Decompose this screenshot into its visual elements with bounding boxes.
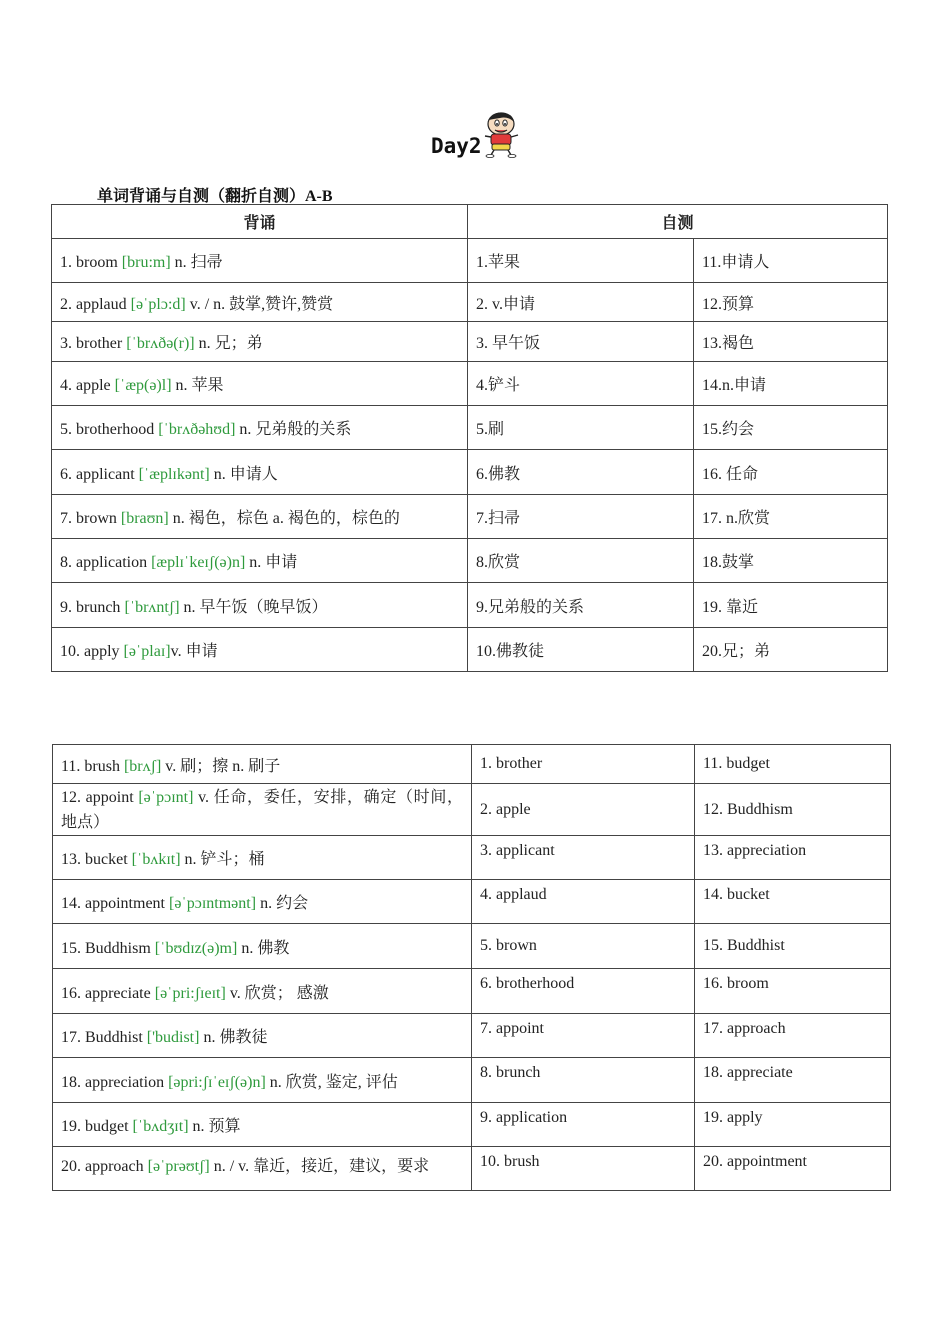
subtitle: 单词背诵与自测（翻折自测）A-B xyxy=(97,188,333,205)
word: 17. Buddhist xyxy=(61,1029,147,1046)
test-cell: 7. appoint xyxy=(472,1014,695,1058)
vocab-cell xyxy=(52,495,468,539)
table-row xyxy=(53,880,891,924)
phonetic: [əˈpɔɪntmənt] xyxy=(168,895,257,912)
word: 8. application xyxy=(60,554,152,571)
phonetic: [ˈbʌkɪt] xyxy=(131,851,181,868)
phonetic: [brʌʃ] xyxy=(123,757,162,775)
test-cell: 17. approach xyxy=(695,1014,891,1058)
meaning: n. 早午饭（晚早饭） xyxy=(179,598,328,616)
test-cell: 19. apply xyxy=(695,1103,891,1147)
meaning: n. 兄弟般的关系 xyxy=(235,421,352,438)
test-cell: 16. broom xyxy=(695,969,891,1014)
phonetic: [əˈplɔ:d] xyxy=(130,295,186,313)
test-cell: 20. appointment xyxy=(695,1147,891,1191)
phonetic: [ˈbʌdʒɪt] xyxy=(132,1118,189,1135)
word: 16. appreciate xyxy=(61,984,155,1002)
table-row xyxy=(53,1058,891,1103)
table-header-row xyxy=(52,205,888,239)
phonetic: [əˈpɔɪnt] xyxy=(138,788,194,806)
test-cell: 4. applaud xyxy=(472,880,695,924)
phonetic: ['budist] xyxy=(146,1029,200,1046)
word: 13. bucket xyxy=(61,851,132,868)
meaning: n. 预算 xyxy=(188,1118,241,1135)
table-row xyxy=(52,362,888,406)
vocab-cell xyxy=(53,784,472,836)
vocab-cell xyxy=(52,239,468,283)
meaning: n. 申请人 xyxy=(209,465,278,483)
test-cell: 13. appreciation xyxy=(695,836,891,880)
phonetic: [əˈprəʊtʃ] xyxy=(147,1158,210,1175)
word: 18. appreciation xyxy=(61,1073,169,1091)
test-cell: 18. appreciate xyxy=(695,1058,891,1103)
phonetic: [əpri:ʃɪˈeɪʃ(ə)n] xyxy=(168,1073,266,1091)
word: 19. budget xyxy=(61,1118,133,1135)
word: 14. appointment xyxy=(61,895,169,912)
phonetic: [əˈplaɪ] xyxy=(123,643,171,660)
phonetic: [bru:m] xyxy=(121,254,171,271)
table-row xyxy=(52,450,888,495)
meaning: v. / n. 鼓掌,赞许,赞赏 xyxy=(185,295,334,313)
test-cell: 9. application xyxy=(472,1103,695,1147)
vocab-cell xyxy=(53,1058,472,1103)
meaning: n. 佛教 xyxy=(237,939,290,957)
test-cell: 14.n.申请 xyxy=(694,362,888,406)
test-cell: 10. brush xyxy=(472,1147,695,1191)
meaning: n. / v. 靠近，接近，建议，要求 xyxy=(209,1158,430,1175)
vocab-cell xyxy=(53,836,472,880)
word: 15. Buddhism xyxy=(61,939,155,957)
meaning: n. 苹果 xyxy=(171,377,224,394)
table-row xyxy=(53,924,891,969)
meaning: n. 约会 xyxy=(256,895,309,912)
word: 12. appoint xyxy=(61,788,139,806)
test-cell: 7.扫帚 xyxy=(468,495,694,539)
meaning: n. 铲斗；桶 xyxy=(180,851,265,868)
meaning: v. 欣赏； 感激 xyxy=(225,984,329,1002)
phonetic: [æplɪˈkeɪʃ(ə)n] xyxy=(151,554,246,571)
vocab-cell xyxy=(52,283,468,322)
vocab-cell xyxy=(53,745,472,784)
word: 11. brush xyxy=(61,757,124,775)
phonetic: [ˈæplɪkənt] xyxy=(138,465,210,483)
vocab-cell xyxy=(52,362,468,406)
test-cell: 17. n.欣赏 xyxy=(694,495,888,539)
table-row xyxy=(52,283,888,322)
meaning: n. 褐色，棕色 a. 褐色的，棕色的 xyxy=(168,510,400,527)
phonetic: [braʊn] xyxy=(120,510,169,527)
vocab-cell xyxy=(52,406,468,450)
test-cell: 2. apple xyxy=(472,784,695,836)
table-row xyxy=(53,969,891,1014)
vocab-cell xyxy=(52,583,468,628)
meaning: n. 申请 xyxy=(245,554,298,571)
vocab-cell xyxy=(52,628,468,672)
word: 9. brunch xyxy=(60,598,125,616)
vocab-cell xyxy=(53,1014,472,1058)
meaning: n. 欣赏, 鉴定, 评估 xyxy=(265,1073,398,1091)
phonetic: [ˈbʊdɪz(ə)m] xyxy=(154,939,238,957)
table-row xyxy=(52,239,888,283)
test-cell: 10.佛教徒 xyxy=(468,628,694,672)
phonetic: [ˈbrʌðə(r)] xyxy=(126,335,195,352)
page-title: Day2 xyxy=(431,134,482,158)
header-selftest: 自测 xyxy=(468,205,888,239)
phonetic: [ˈæp(ə)l] xyxy=(114,377,172,394)
test-cell: 14. bucket xyxy=(695,880,891,924)
word: 10. apply xyxy=(60,643,124,660)
table-row xyxy=(53,1147,891,1191)
vocab-cell xyxy=(52,450,468,495)
word: 2. applaud xyxy=(60,295,131,313)
test-cell: 2. v.申请 xyxy=(468,283,694,322)
word: 6. applicant xyxy=(60,465,139,483)
test-cell: 3. 早午饭 xyxy=(468,322,694,362)
word: 5. brotherhood xyxy=(60,421,159,438)
vocab-cell xyxy=(52,539,468,583)
test-cell: 5. brown xyxy=(472,924,695,969)
test-cell: 20.兄；弟 xyxy=(694,628,888,672)
table-row xyxy=(53,745,891,784)
table-row xyxy=(52,406,888,450)
phonetic: [ˈbrʌntʃ] xyxy=(124,598,180,616)
table-row xyxy=(53,784,891,836)
test-cell: 5.刷 xyxy=(468,406,694,450)
test-cell: 15. Buddhist xyxy=(695,924,891,969)
word: 20. approach xyxy=(61,1158,148,1175)
test-cell: 11. budget xyxy=(695,745,891,784)
test-cell: 11.申请人 xyxy=(694,239,888,283)
phonetic: [əˈpri:ʃɪeɪt] xyxy=(154,984,226,1002)
table-row xyxy=(53,1103,891,1147)
test-cell: 9.兄弟般的关系 xyxy=(468,583,694,628)
vocab-cell xyxy=(53,1147,472,1191)
table-row xyxy=(53,1014,891,1058)
test-cell: 6.佛教 xyxy=(468,450,694,495)
test-cell: 19. 靠近 xyxy=(694,583,888,628)
table-row xyxy=(52,495,888,539)
word: 1. broom xyxy=(60,254,122,271)
table-row xyxy=(52,322,888,362)
word: 7. brown xyxy=(60,510,121,527)
word: 4. apple xyxy=(60,377,115,394)
test-cell: 12. Buddhism xyxy=(695,784,891,836)
meaning: v. 申请 xyxy=(170,643,218,660)
vocab-cell xyxy=(53,880,472,924)
test-cell: 12.预算 xyxy=(694,283,888,322)
test-cell: 1.苹果 xyxy=(468,239,694,283)
vocab-cell xyxy=(53,924,472,969)
table-row xyxy=(53,836,891,880)
cartoon-boy-icon xyxy=(480,110,522,158)
table-row xyxy=(52,539,888,583)
test-cell: 6. brotherhood xyxy=(472,969,695,1014)
test-cell: 15.约会 xyxy=(694,406,888,450)
vocab-cell xyxy=(53,969,472,1014)
test-cell: 8. brunch xyxy=(472,1058,695,1103)
meaning: n. 扫帚 xyxy=(170,254,223,271)
meaning: v. 任命，委任，安排，确定（时间，地点） xyxy=(61,788,463,831)
vocab-table-2 xyxy=(52,744,891,1191)
meaning: n. 佛教徒 xyxy=(199,1029,268,1046)
table-row xyxy=(52,628,888,672)
header-recite: 背诵 xyxy=(52,205,468,239)
phonetic: [ˈbrʌðəhʊd] xyxy=(158,421,236,438)
test-cell: 1. brother xyxy=(472,745,695,784)
meaning: v. 刷；擦 n. 刷子 xyxy=(161,757,281,775)
test-cell: 13.褐色 xyxy=(694,322,888,362)
table-row xyxy=(52,583,888,628)
vocab-cell xyxy=(53,1103,472,1147)
test-cell: 16. 任命 xyxy=(694,450,888,495)
title-area xyxy=(0,108,950,164)
test-cell: 8.欣赏 xyxy=(468,539,694,583)
vocab-table-1 xyxy=(51,204,888,672)
test-cell: 18.鼓掌 xyxy=(694,539,888,583)
meaning: n. 兄；弟 xyxy=(194,335,263,352)
test-cell: 3. applicant xyxy=(472,836,695,880)
vocab-cell xyxy=(52,322,468,362)
word: 3. brother xyxy=(60,335,127,352)
test-cell: 4.铲斗 xyxy=(468,362,694,406)
